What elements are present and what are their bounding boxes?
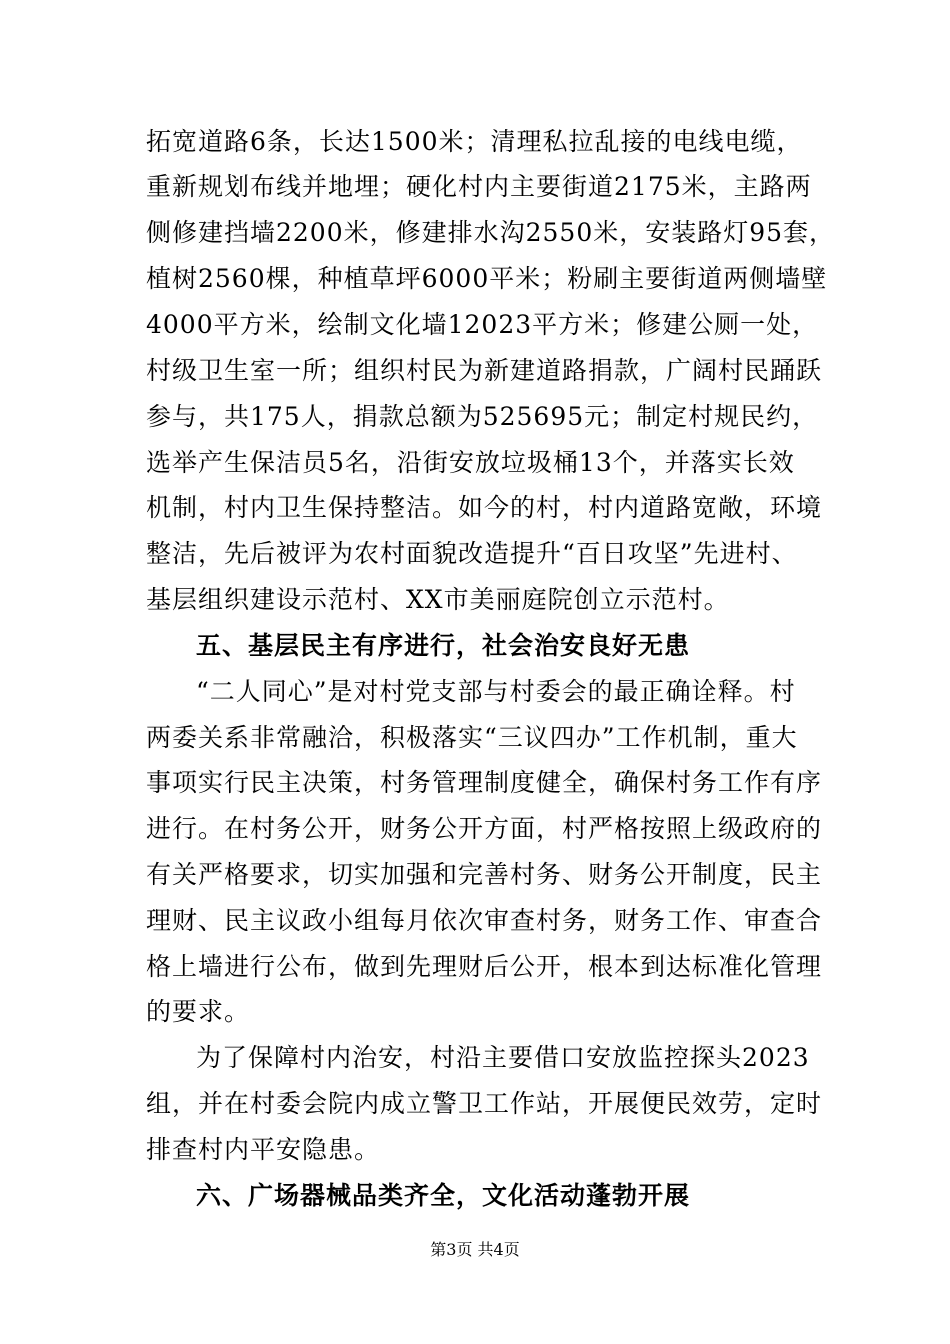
paragraph-line: 选举产生保洁员5名，沿街安放垃圾桶13个，并落实长效 (146, 448, 795, 477)
paragraph-line: 村级卫生室一所；组织村民为新建道路捐款，广阔村民踊跃 (146, 356, 823, 385)
paragraph-line: 事项实行民主决策，村务管理制度健全，确保村务工作有序 (146, 768, 823, 797)
paragraph-line: 侧修建挡墙2200米，修建排水沟2550米，安装路灯95套， (146, 218, 836, 247)
page-footer: 第3页 共4页 (430, 1240, 520, 1259)
paragraph-line: 进行。在村务公开，财务公开方面，村严格按照上级政府的 (146, 814, 823, 843)
paragraph-line: 机制，村内卫生保持整洁。如今的村，村内道路宽敞，环境 (146, 493, 823, 522)
paragraph-line: 组，并在村委会院内成立警卫工作站，开展便民效劳，定时 (146, 1089, 823, 1118)
paragraph-line: 理财、民主议政小组每月依次审查村务，财务工作、审查合 (146, 906, 823, 935)
paragraph-line: “二人同心”是对村党支部与村委会的最正确诠释。村 (196, 677, 796, 706)
paragraph-line: 两委关系非常融洽，积极落实“三议四办”工作机制，重大 (146, 723, 798, 752)
paragraph-line: 基层组织建设示范村、XX市美丽庭院创立示范村。 (146, 585, 730, 614)
paragraph-line: 整洁，先后被评为农村面貌改造提升“百日攻坚”先进村、 (146, 539, 798, 568)
paragraph-line: 参与，共175人，捐款总额为525695元；制定村规民约， (146, 402, 819, 431)
paragraph-line: 的要求。 (146, 997, 251, 1026)
paragraph-line: 植树2560棵，种植草坪6000平米；粉刷主要街道两侧墙壁 (146, 264, 828, 293)
paragraph-line: 4000平方米，绘制文化墙12023平方米；修建公厕一处， (146, 310, 819, 339)
paragraph-line: 有关严格要求，切实加强和完善村务、财务公开制度，民主 (146, 860, 823, 889)
paragraph-line: 格上墙进行公布，做到先理财后公开，根本到达标准化管理 (146, 952, 823, 981)
paragraph-line: 为了保障村内治安，村沿主要借口安放监控探头2023 (196, 1043, 810, 1072)
section-heading-5: 五、基层民主有序进行，社会治安良好无患 (196, 631, 691, 660)
paragraph-line: 重新规划布线并地埋；硬化村内主要街道2175米，主路两 (146, 172, 812, 201)
paragraph-line: 排查村内平安隐患。 (146, 1135, 381, 1164)
section-heading-6: 六、广场器械品类齐全，文化活动蓬勃开展 (196, 1181, 691, 1210)
paragraph-line: 拓宽道路6条，长达1500米；清理私拉乱接的电线电缆， (146, 127, 803, 156)
